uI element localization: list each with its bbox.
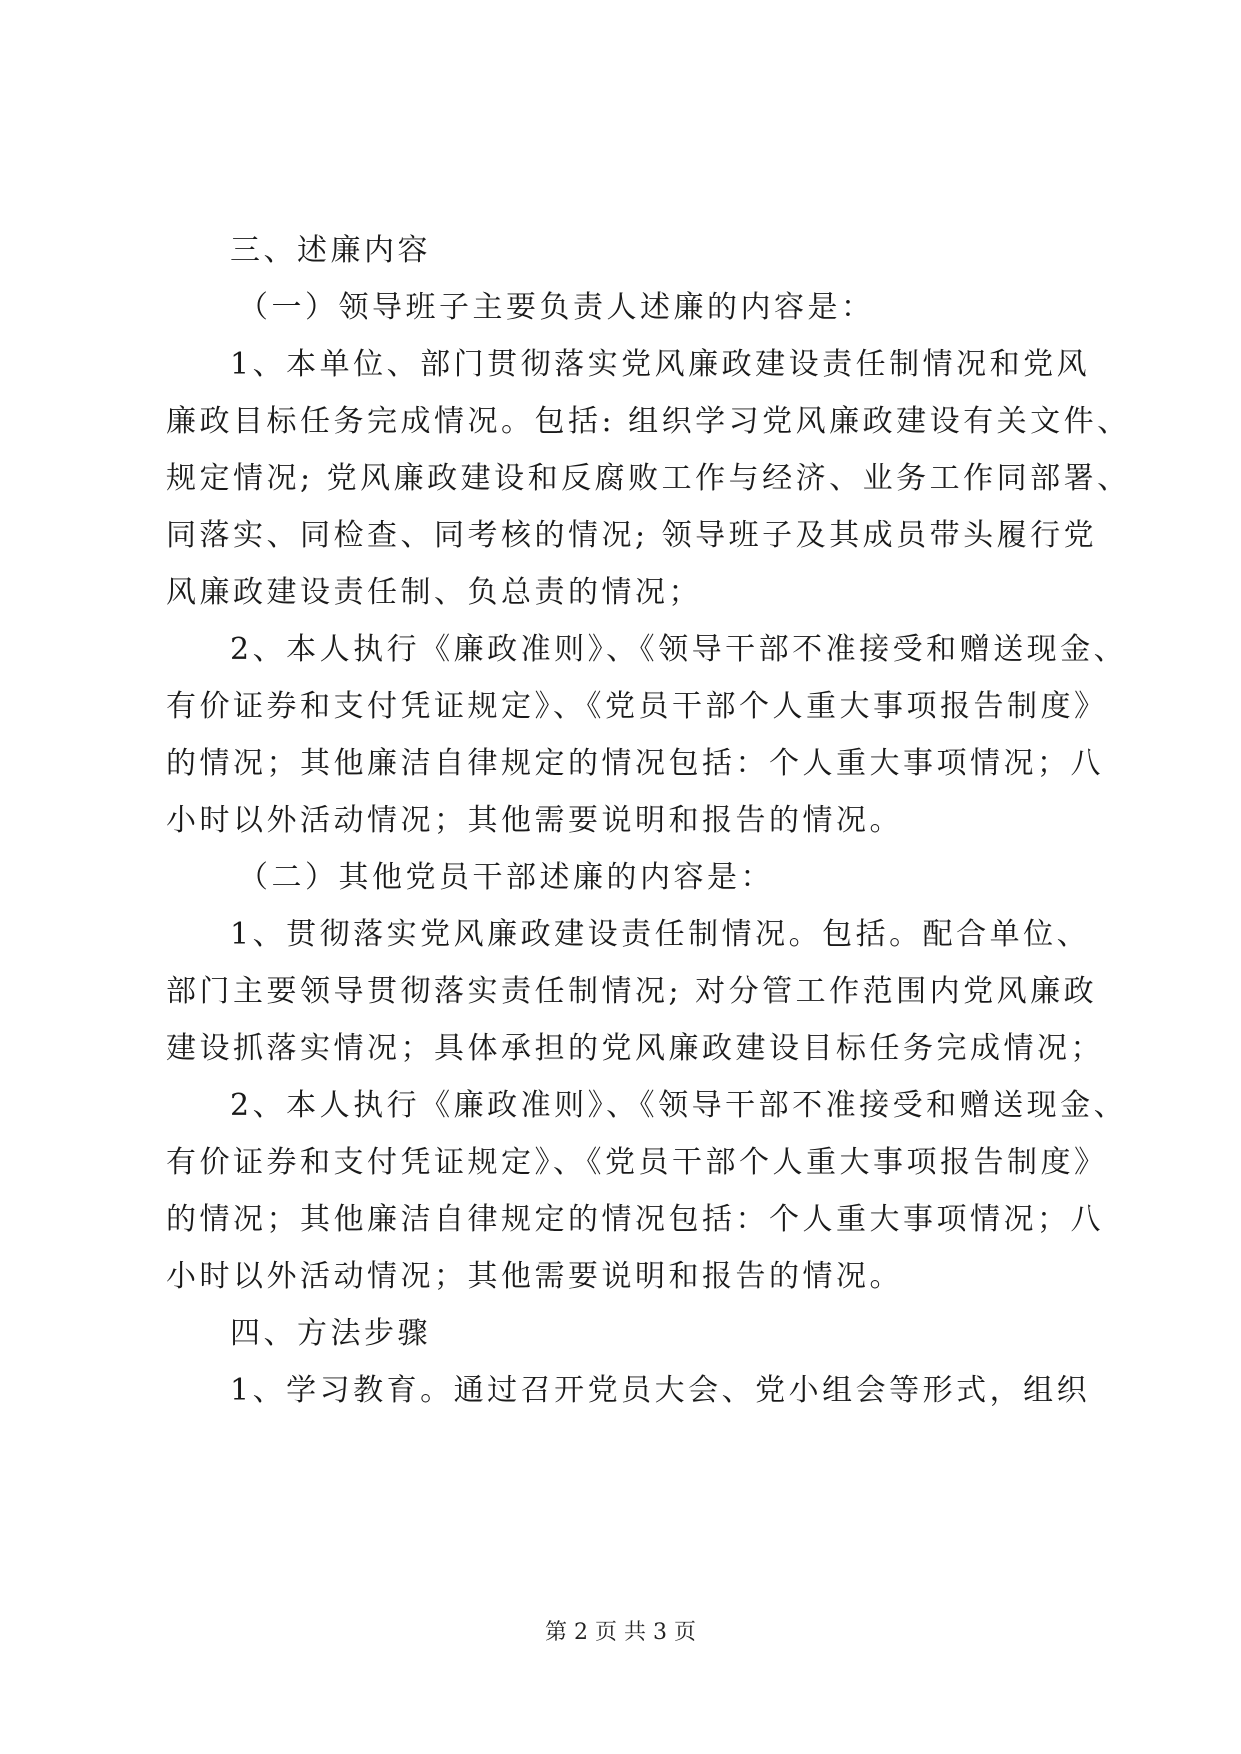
paragraph-line: 2、本人执行《廉政准则》、《领导干部不准接受和赠送现金、 [230,1088,1128,1123]
page-footer: 第 2 页 共 3 页 [545,1620,696,1645]
paragraph-line: 建设抓落实情况；具体承担的党风廉政建设目标任务完成情况； [166,1031,1104,1066]
paragraph-line: 规定情况; 党风廉政建设和反腐败工作与经济、业务工作同部署、 [166,461,1131,496]
paragraph-line: 廉政目标任务完成情况。包括: 组织学习党风廉政建设有关文件、 [166,404,1131,439]
paragraph-line: （二）其他党员干部述廉的内容是： [238,860,774,895]
paragraph-line: 的情况；其他廉洁自律规定的情况包括：个人重大事项情况；八 [166,746,1104,781]
paragraph-line: 1、本单位、部门贯彻落实党风廉政建设责任制情况和党风 [230,347,1091,382]
paragraph-line: 1、贯彻落实党风廉政建设责任制情况。包括。配合单位、 [230,917,1091,952]
paragraph-line: 的情况；其他廉洁自律规定的情况包括：个人重大事项情况；八 [166,1202,1104,1237]
paragraph-line: 三、述廉内容 [230,233,431,268]
paragraph-line: 2、本人执行《廉政准则》、《领导干部不准接受和赠送现金、 [230,632,1128,667]
paragraph-line: 小时以外活动情况；其他需要说明和报告的情况。 [166,803,903,838]
paragraph-line: 有价证券和支付凭证规定》、《党员干部个人重大事项报告制度》 [166,689,1108,724]
paragraph-line: 风廉政建设责任制、负总责的情况； [166,575,702,610]
paragraph-line: 1、学习教育。通过召开党员大会、党小组会等形式，组织 [230,1373,1091,1408]
paragraph-line: 四、方法步骤 [230,1316,431,1351]
document-body [166,222,1131,1419]
paragraph-line: （一）领导班子主要负责人述廉的内容是： [238,290,875,325]
paragraph-line: 部门主要领导贯彻落实责任制情况; 对分管工作范围内党风廉政 [166,974,1098,1009]
paragraph-line: 同落实、同检查、同考核的情况; 领导班子及其成员带头履行党 [166,518,1098,553]
paragraph-line: 有价证券和支付凭证规定》、《党员干部个人重大事项报告制度》 [166,1145,1108,1180]
paragraph-line: 小时以外活动情况；其他需要说明和报告的情况。 [166,1259,903,1294]
